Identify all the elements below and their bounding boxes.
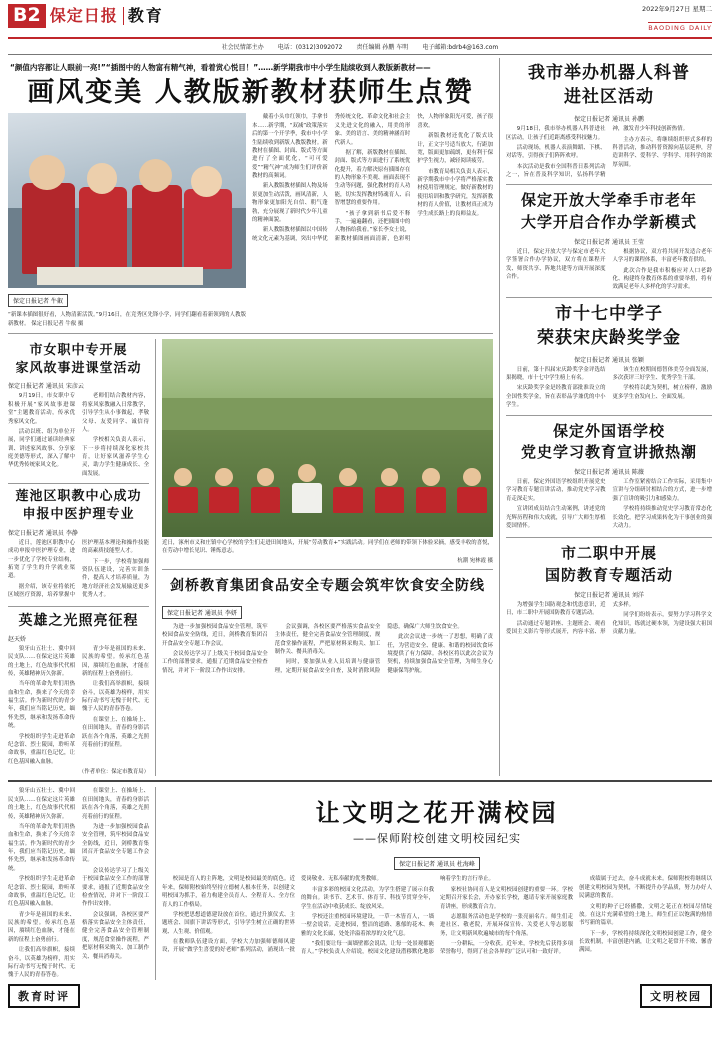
right-5-byline: 保定日报记者 通讯员 刘洋 xyxy=(574,591,644,599)
photo-figure xyxy=(209,468,239,513)
photo-figure xyxy=(251,468,281,513)
section-name: 教育 xyxy=(127,6,164,26)
photo-figure xyxy=(333,468,363,513)
lead-para: 新版教材还优化了版式设计，正文字号适当放大，行距加宽，版面更加疏朗，更有利于保护学生视力，减轻阅读疲劳。 xyxy=(417,133,493,165)
lead-article xyxy=(8,62,493,327)
feature-subhead: ——保师附校创建文明校园纪实 xyxy=(353,832,521,846)
lead-para: 新人教版教材插图以中国传统文化元素为基调，突出中华优秀传统文化、革命文化和社会主义先进文化的融入，用美的形象、美的语言、美的精神涵育时代新人。 xyxy=(252,114,411,242)
feature-para: 家校社协同育人是文明校园创建的重要一环。学校定期召开家长会，开办家长学校，邀请专家开展家庭教育讲座，形成教育合力。 xyxy=(440,886,573,910)
photo-figure xyxy=(457,468,487,513)
right-3-headline-line2: 荣获宋庆龄奖学金 xyxy=(537,327,681,348)
mid-article-byline: 保定日报记者 通讯员 李妍 xyxy=(162,606,242,619)
mid-block xyxy=(162,339,493,777)
brief-1-headline-line2: 家风故事进课堂活动 xyxy=(15,360,142,376)
sidebar-para: 在课堂上、在操场上、在田间地头，青春的身影活跃在各个角落，英雄之光照亮着前行的征程。 xyxy=(82,788,149,820)
feature-para: 志愿服务活动也是学校的一张亮丽名片。师生们走进社区、敬老院，开展环保宣传、关爱老人等志愿服务，让文明新风吹遍城市的每个角落。 xyxy=(440,913,573,937)
right-para: 活动现场，机器人表演舞蹈、下棋、对话等，引得孩子们阵阵欢呼。 xyxy=(506,144,606,160)
right-para: 近日，保定开放大学与保定市老年大学签署合作办学协议，双方将在课程开发、师资共享、阵地共建等方面开展深度合作。 xyxy=(506,248,606,281)
right-para: 学校将以此为契机，树立榜样，激励更多学生奋发向上、全面发展。 xyxy=(612,385,712,400)
brief-para: 青少年是祖国的未来、民族的希望。传承红色基因，赓续红色血脉，才能在新的征程上奋勇前行。 xyxy=(82,645,149,677)
right-para: 该生在校期间德智体美劳全面发展，多次获评三好学生、优秀学生干部。 xyxy=(612,366,712,382)
lead-para: 据了解，新版教材在插图、封面、版式等方面进行了系统优化提升，着力解决原有插图存在的人物形象不美观、画面表现不生动等问题，强化教材的育人功能，切实发挥教材铸魂育人、启智增慧的重要作用。 xyxy=(334,149,411,207)
right-1-headline-line2: 进社区活动 xyxy=(564,87,654,108)
right-article-5 xyxy=(506,543,712,637)
right-4-byline: 保定日报记者 通讯员 陈薇 xyxy=(574,469,644,477)
right-4-headline-line2: 党史学习教育宣讲掀热潮 xyxy=(520,442,697,461)
right-para: 工作室紧密结合工作实际，采用集中宣讲与分组研讨相结合的方式，进一步增强了宣讲的吸引力和感染力。 xyxy=(612,479,712,502)
brief-para: 狼牙山五壮士、冀中回民支队……在保定这片英雄的土地上，红色故事代代相传，英雄精神历久弥新。 xyxy=(8,645,75,677)
photo-figure xyxy=(292,464,322,513)
field-photo-caption: 近日，涿州市义和庄镇中心学校的学生们走进田间地头，开展“劳动教育+”实践活动。同学们在老师的带领下体验采摘，感受丰收的喜悦，在劳动中增长见识、锤炼意志。 xyxy=(162,539,493,554)
right-para: 主办方表示，将继续组织形式多样的科普活动，推动科普资源向基层延伸，营造讲科学、爱科学、学科学、用科学的浓厚氛围。 xyxy=(612,136,712,168)
right-para: 此次合作是我市积极应对人口老龄化、构建终身教育体系的重要举措，将有效满足老年人多样化的学习需求。 xyxy=(612,267,712,291)
right-para: 宣讲团成员结合生动案例，讲述党的光辉历程和伟大成就，引导广大师生厚植爱国情怀。 xyxy=(506,506,606,529)
brief-1-byline: 保定日报记者 通讯员 宋彦云 xyxy=(8,383,84,391)
right-article-1 xyxy=(506,62,712,179)
photo-figure xyxy=(416,468,446,513)
brief-3-signature: （作者单位：保定市教育局） xyxy=(78,769,149,775)
brief-1-headline-line1: 市女职中专开展 xyxy=(29,342,128,358)
mid-article-headline: 剑桥教育集团食品安全专题会筑牢饮食安全防线 xyxy=(170,577,485,594)
main-column xyxy=(8,58,500,776)
right-para: 本次活动是我市全国科普日系列活动之一，旨在普及科学知识，弘扬科学精神，激发青少年科技创新热情。 xyxy=(506,126,688,179)
lead-kicker: “颜值内容都让人眼前一亮!”“插图中的人物富有精气神，看着赏心悦目！”……新学期我市中小学生陆续收到人教版新教材—— xyxy=(10,63,431,73)
field-activity-photo xyxy=(162,339,493,537)
mid-para: 此次会议进一步统一了思想，明确了责任，为营造安全、健康、和谐的校园饮食环境提供了有力保障。各校区将以此次会议为契机，持续加强食品安全管理，为师生身心健康保驾护航。 xyxy=(387,634,493,674)
feature-para: 文明的种子已经播撒，文明之花正在校园尽情绽放。在这片充满希望的土地上，师生们正以饱满的热情书写新的篇章。 xyxy=(579,903,712,927)
brief-article-3 xyxy=(8,612,149,777)
phone-label: 电话：(0312)3092072 xyxy=(277,44,343,52)
right-4-headline-line1: 保定外国语学校 xyxy=(552,421,665,440)
editor-label: 责任编辑 孙鹏 车明 xyxy=(356,44,409,52)
brief-para: 让我们高举旗帜，接续奋斗，以英雄为榜样，用实际行动书写无愧于时代、无愧于人民的青春答卷。 xyxy=(82,681,149,713)
feature-para: 在教师队伍建设方面，学校大力加强师德师风建设，开展“做学生喜爱的好老师”系列活动，涌现出一批爱岗敬业、无私奉献的优秀教师。 xyxy=(162,876,382,954)
brief-article-1 xyxy=(8,343,149,479)
feature-left-sidebar xyxy=(8,787,156,979)
right-3-byline: 保定日报记者 通讯员 张颖 xyxy=(574,356,644,364)
right-article-4 xyxy=(506,421,712,533)
right-3-headline-line1: 市十七中学子 xyxy=(555,303,663,324)
sidebar-para: 会议传达学习了上级关于校园食品安全工作的部署要求，通报了近期食品安全检查情况，并对下一阶段工作作出安排。 xyxy=(82,867,149,908)
supervisor-label: 社会民情部主办 xyxy=(221,44,264,52)
brief-para: 老师们结合教材内容，将家风家教融入日常教学，引导学生从小事做起，孝敬父母、友爱同学、诚信待人。 xyxy=(82,393,149,433)
brief-para: 9月19日，市女职中专积极开展“家风故事进课堂”主题教育活动，传承优秀家风文化。 xyxy=(8,393,75,425)
right-para: 宋庆龄奖学金是经教育部批准设立的全国性奖学金，旨在表彰品学兼优的中小学生。 xyxy=(506,385,606,409)
feature-para: 学校把思想道德建设放在首位，通过升旗仪式、主题班会、国旗下讲话等形式，引导学生树立正确的世界观、人生观、价值观。 xyxy=(162,911,295,935)
feature-article xyxy=(8,787,712,979)
right-3-body xyxy=(506,366,712,410)
feature-headline: 让文明之花开满校园 xyxy=(315,799,559,828)
masthead-left xyxy=(8,4,164,28)
paper-name-english: BAODING DAILY xyxy=(648,23,712,32)
right-para: 9月18日，我市举办机器人科普进社区活动，让孩子们近距离感受科技魅力。 xyxy=(506,126,606,141)
mid-para: 为进一步加强校园食品安全管理，筑牢校园食品安全防线，近日，剑桥教育集团召开食品安全专题工作会议。 xyxy=(162,623,268,647)
paper-name: 保定日报 xyxy=(50,7,124,25)
photo-figure xyxy=(168,468,198,513)
lead-para: 新入教版教材插图人物及场景更加生动活泼，画风清新，人物形象更加阳光自信、朝气蓬勃，充分展现了新时代少年儿童的精神面貌。 xyxy=(252,183,328,223)
brief-2-body xyxy=(8,539,149,601)
lead-para: 市教育局相关负责人表示，新学期我市中小学将严格落实教材使用管理规定，做好新教材的使用培训和教学研究，发挥新教材的育人价值，让教材真正成为学生成长路上的良师益友。 xyxy=(417,168,493,217)
feature-para: “我们要让每一面墙壁都会说话，让每一处景观都能育人。”学校负责人介绍说，校园文化建设潜移默化地影响着学生的言行举止。 xyxy=(301,876,494,956)
right-1-body xyxy=(506,125,712,179)
brief-3-body xyxy=(8,645,149,766)
brief-para: 活动以班、组为单位开展，同学们通过诵读经典家训、讲述家风故事、分享家庭美德等形式，深入了解中华优秀传统家风文化。 xyxy=(8,428,75,469)
feature-para: 下一步，学校将持续深化文明校园创建工作，健全长效机制，丰富创建内涵，让文明之花常开不败、馨香满园。 xyxy=(579,930,712,954)
right-article-2 xyxy=(506,190,712,291)
right-2-headline-line2: 大学开启合作办学新模式 xyxy=(520,212,697,231)
sidebar-para: 青少年是祖国的未来、民族的希望。传承红色基因，赓续红色血脉，才能在新的征程上奋勇前行。 xyxy=(8,911,75,943)
brief-para: 下一步，学校将加强师资队伍建设，完善实训条件，提高人才培养质量，为地方经济社会发展输送更多优秀人才。 xyxy=(82,558,149,599)
mid-article-body xyxy=(162,623,493,677)
sidebar-para: 让我们高举旗帜，接续奋斗，以英雄为榜样，用实际行动书写无愧于时代、无愧于人民的青春答卷。 xyxy=(8,947,75,979)
brief-para: 当年的革命先辈们用热血和生命，换来了今天的幸福生活。作为新时代的青少年，我们应当铭记历史，缅怀先烈，继承和发扬革命传统。 xyxy=(8,681,75,730)
lead-para: 戴着小头巾红领巾，手拿书本……新学期，“双减”政策落实后的第一个开学季，我市中小学生陆续收到新版人教版教材。新教材在插图、封面、版式等方面进行了全面优化，“可可爱爱”“精气神”成为师生们评价新教材的高频词。 xyxy=(252,114,328,180)
right-5-headline-line2: 国防教育专题活动 xyxy=(544,565,673,584)
sidebar-para: 狼牙山五壮士、冀中回民支队……在保定这片英雄的土地上，红色故事代代相传，英雄精神历久弥新。 xyxy=(8,788,75,820)
brief-2-headline-line2: 申报中医护理专业 xyxy=(22,507,135,523)
brief-3-byline: 赵天娇 xyxy=(8,635,27,643)
left-briefs xyxy=(8,339,156,777)
right-para: 日前，保定外国语学校组织开展党史学习教育专题宣讲活动，推动党史学习教育走深走实。 xyxy=(506,479,606,502)
brief-1-body xyxy=(8,392,149,478)
right-2-body xyxy=(506,248,712,292)
brief-3-headline: 英雄之光照亮征程 xyxy=(18,612,139,629)
page-columns xyxy=(8,58,712,776)
lead-para: “孩子拿到新书后爱不释手，一遍遍翻看，还把插图中的人物指给我看。”家长李女士说，新教材插图画面清新，色彩明快，人物形象阳光可爱，孩子很喜欢。 xyxy=(334,114,493,242)
lead-headline: 画风变美 人教版新教材获师生点赞 xyxy=(27,77,474,109)
right-2-byline: 保定日报记者 通讯员 王莹 xyxy=(574,238,644,246)
tag-education-commentary: 教育时评 xyxy=(8,984,80,1008)
brief-article-2 xyxy=(8,489,149,600)
feature-para: 学校还注重校园环境建设，一草一木皆育人，一墙一壁会说话。走进校园，整洁的道路、葱郁的花木、典雅的文化长廊，处处洋溢着浓厚的文化气息。 xyxy=(301,913,434,937)
feature-sidebar-body xyxy=(8,787,149,979)
mid-para: 会议传达学习了上级关于校园食品安全工作的部署要求，通报了近期食品安全检查情况，并对下一阶段工作作出安排。 xyxy=(162,650,268,674)
right-5-headline-line1: 市二职中开展 xyxy=(560,544,657,563)
lead-photo-caption: “新课本插图很好看，人物清新活泼。”9月16日，在竞秀区先锋小学，同学们翻看着新领到的人教版新教材。 保定日报记者 牛叡 摄 xyxy=(8,312,246,327)
feature-body xyxy=(162,875,712,956)
mid-para: 会议强调，各校区要严格落实食品安全主体责任，健全完善食品安全管理制度，规范食堂操作流程，严把原材料采购关、加工制作关、餐具消毒关。 xyxy=(274,623,381,655)
sidebar-para: 当年的革命先辈们用热血和生命，换来了今天的幸福生活。作为新时代的青少年，我们应当铭记历史，缅怀先烈，继承和发扬革命传统。 xyxy=(8,823,75,872)
right-para: 活动通过专题讲座、主题班会、观看爱国主义影片等形式展开，内容丰富、形式多样。 xyxy=(506,601,635,635)
right-2-headline-line1: 保定开放大学牵手市老年 xyxy=(520,191,697,210)
right-para: 日前，第十四届宋庆龄奖学金评选结果揭晓，市十七中学生榜上有名。 xyxy=(506,366,606,382)
brief-para: 在课堂上、在操场上、在田间地头，青春的身影活跃在各个角落，英雄之光照亮着前行的征程。 xyxy=(82,716,149,748)
brief-para: 学校组织学生走进革命纪念馆、烈士陵园，聆听革命故事，重温红色记忆，让红色基因融入血脉。 xyxy=(8,733,75,765)
feature-byline: 保定日报记者 通讯员 杜海峰 xyxy=(394,857,480,870)
masthead-right xyxy=(642,4,712,35)
mid-para: 同时，要加强从业人员培训与健康管理，定期开展食品安全自查，及时消除风险隐患，确保广大师生饮食安全。 xyxy=(274,623,463,674)
right-1-headline-line1: 我市举办机器人科普 xyxy=(528,63,690,84)
photo-figure xyxy=(375,468,405,513)
right-para: 学校将持续推动党史学习教育常态化长效化，把学习成果转化为干事创业的强大动力。 xyxy=(612,506,712,529)
right-4-body xyxy=(506,478,712,532)
right-para: 同学们纷纷表示，要努力学习科学文化知识，练就过硬本领，为建设强大祖国贡献力量。 xyxy=(612,612,712,635)
right-para: 为增强学生国防观念和忧患意识，近日，市二职中开展国防教育专题活动。 xyxy=(506,601,606,617)
sidebar-para: 为进一步加强校园食品安全管理，筑牢校园食品安全防线，近日，剑桥教育集团召开食品安全专题工作会议。 xyxy=(82,823,149,864)
email-label: 电子邮箱:bdrb4@163.com xyxy=(422,44,499,52)
sidebar-para: 学校组织学生走进革命纪念馆、烈士陵园，聆听革命故事，重温红色记忆，让红色基因融入血脉。 xyxy=(8,876,75,908)
right-para: 根据协议，双方将共同开发适合老年人学习的课程体系，丰富老年教育供给。 xyxy=(612,248,712,264)
footer-tags xyxy=(8,984,712,1008)
right-1-byline: 保定日报记者 通讯员 孙鹏 xyxy=(574,116,644,124)
sidebar-para: 会议强调，各校区要严格落实食品安全主体责任，健全完善食品安全管理制度，规范食堂操作流程，严把原材料采购关、加工制作关、餐具消毒关。 xyxy=(82,911,149,960)
page-number: B2 xyxy=(8,4,46,28)
lead-body xyxy=(252,113,493,243)
right-article-3 xyxy=(506,303,712,410)
lead-byline: 保定日报记者 牛叡 xyxy=(8,294,68,307)
feature-para: 一分耕耘，一分收获。近年来，学校先后获得多项荣誉称号，得到了社会各界的广泛认可和一致好评。 xyxy=(440,941,573,956)
brief-2-headline-line1: 莲池区职教中心成功 xyxy=(15,489,142,505)
feature-para: 丰富多彩的校园文化活动，为学生搭建了展示自我的舞台。读书节、艺术节、体育节、科技节贯穿全年，学生在活动中收获成长、绽放风采。 xyxy=(301,886,434,910)
brief-para: 据介绍，该专业将依托区域医疗资源，培养掌握中医护理基本理论和操作技能的高素质技能型人才。 xyxy=(8,539,149,599)
masthead xyxy=(8,4,712,39)
publication-date: 2022年9月27日 星期二 xyxy=(641,5,712,13)
feature-para: 校园是育人的主阵地，文明是校园最美的底色。近年来，保师附校始终坚持立德树人根本任务，以创建文明校园为抓手，着力构建全员育人、全程育人、全方位育人的工作格局。 xyxy=(162,876,295,908)
brief-para: 学校相关负责人表示，下一步将持续深化家校共育，让好家风滋养学生心灵，助力学生健康成长、全面发展。 xyxy=(82,437,149,477)
right-5-body xyxy=(506,601,712,638)
brief-para: 近日，莲池区职教中心成功申报中医护理专业，进一步优化了学校专业结构，拓宽了学生的升学就业渠道。 xyxy=(8,539,75,580)
field-photo-credit: 杭潮 宛林霞 摄 xyxy=(457,557,493,564)
brief-2-byline: 保定日报记者 通讯员 李静 xyxy=(8,529,78,537)
lead-photo xyxy=(8,113,246,288)
tag-civilized-campus: 文明校园 xyxy=(640,984,712,1008)
feature-para: 成绩属于过去，奋斗成就未来。保师附校将继续以创建文明校园为契机，不断提升办学品质，努力办好人民满意的教育。 xyxy=(579,876,712,900)
info-bar xyxy=(8,39,712,55)
right-column xyxy=(500,58,712,776)
